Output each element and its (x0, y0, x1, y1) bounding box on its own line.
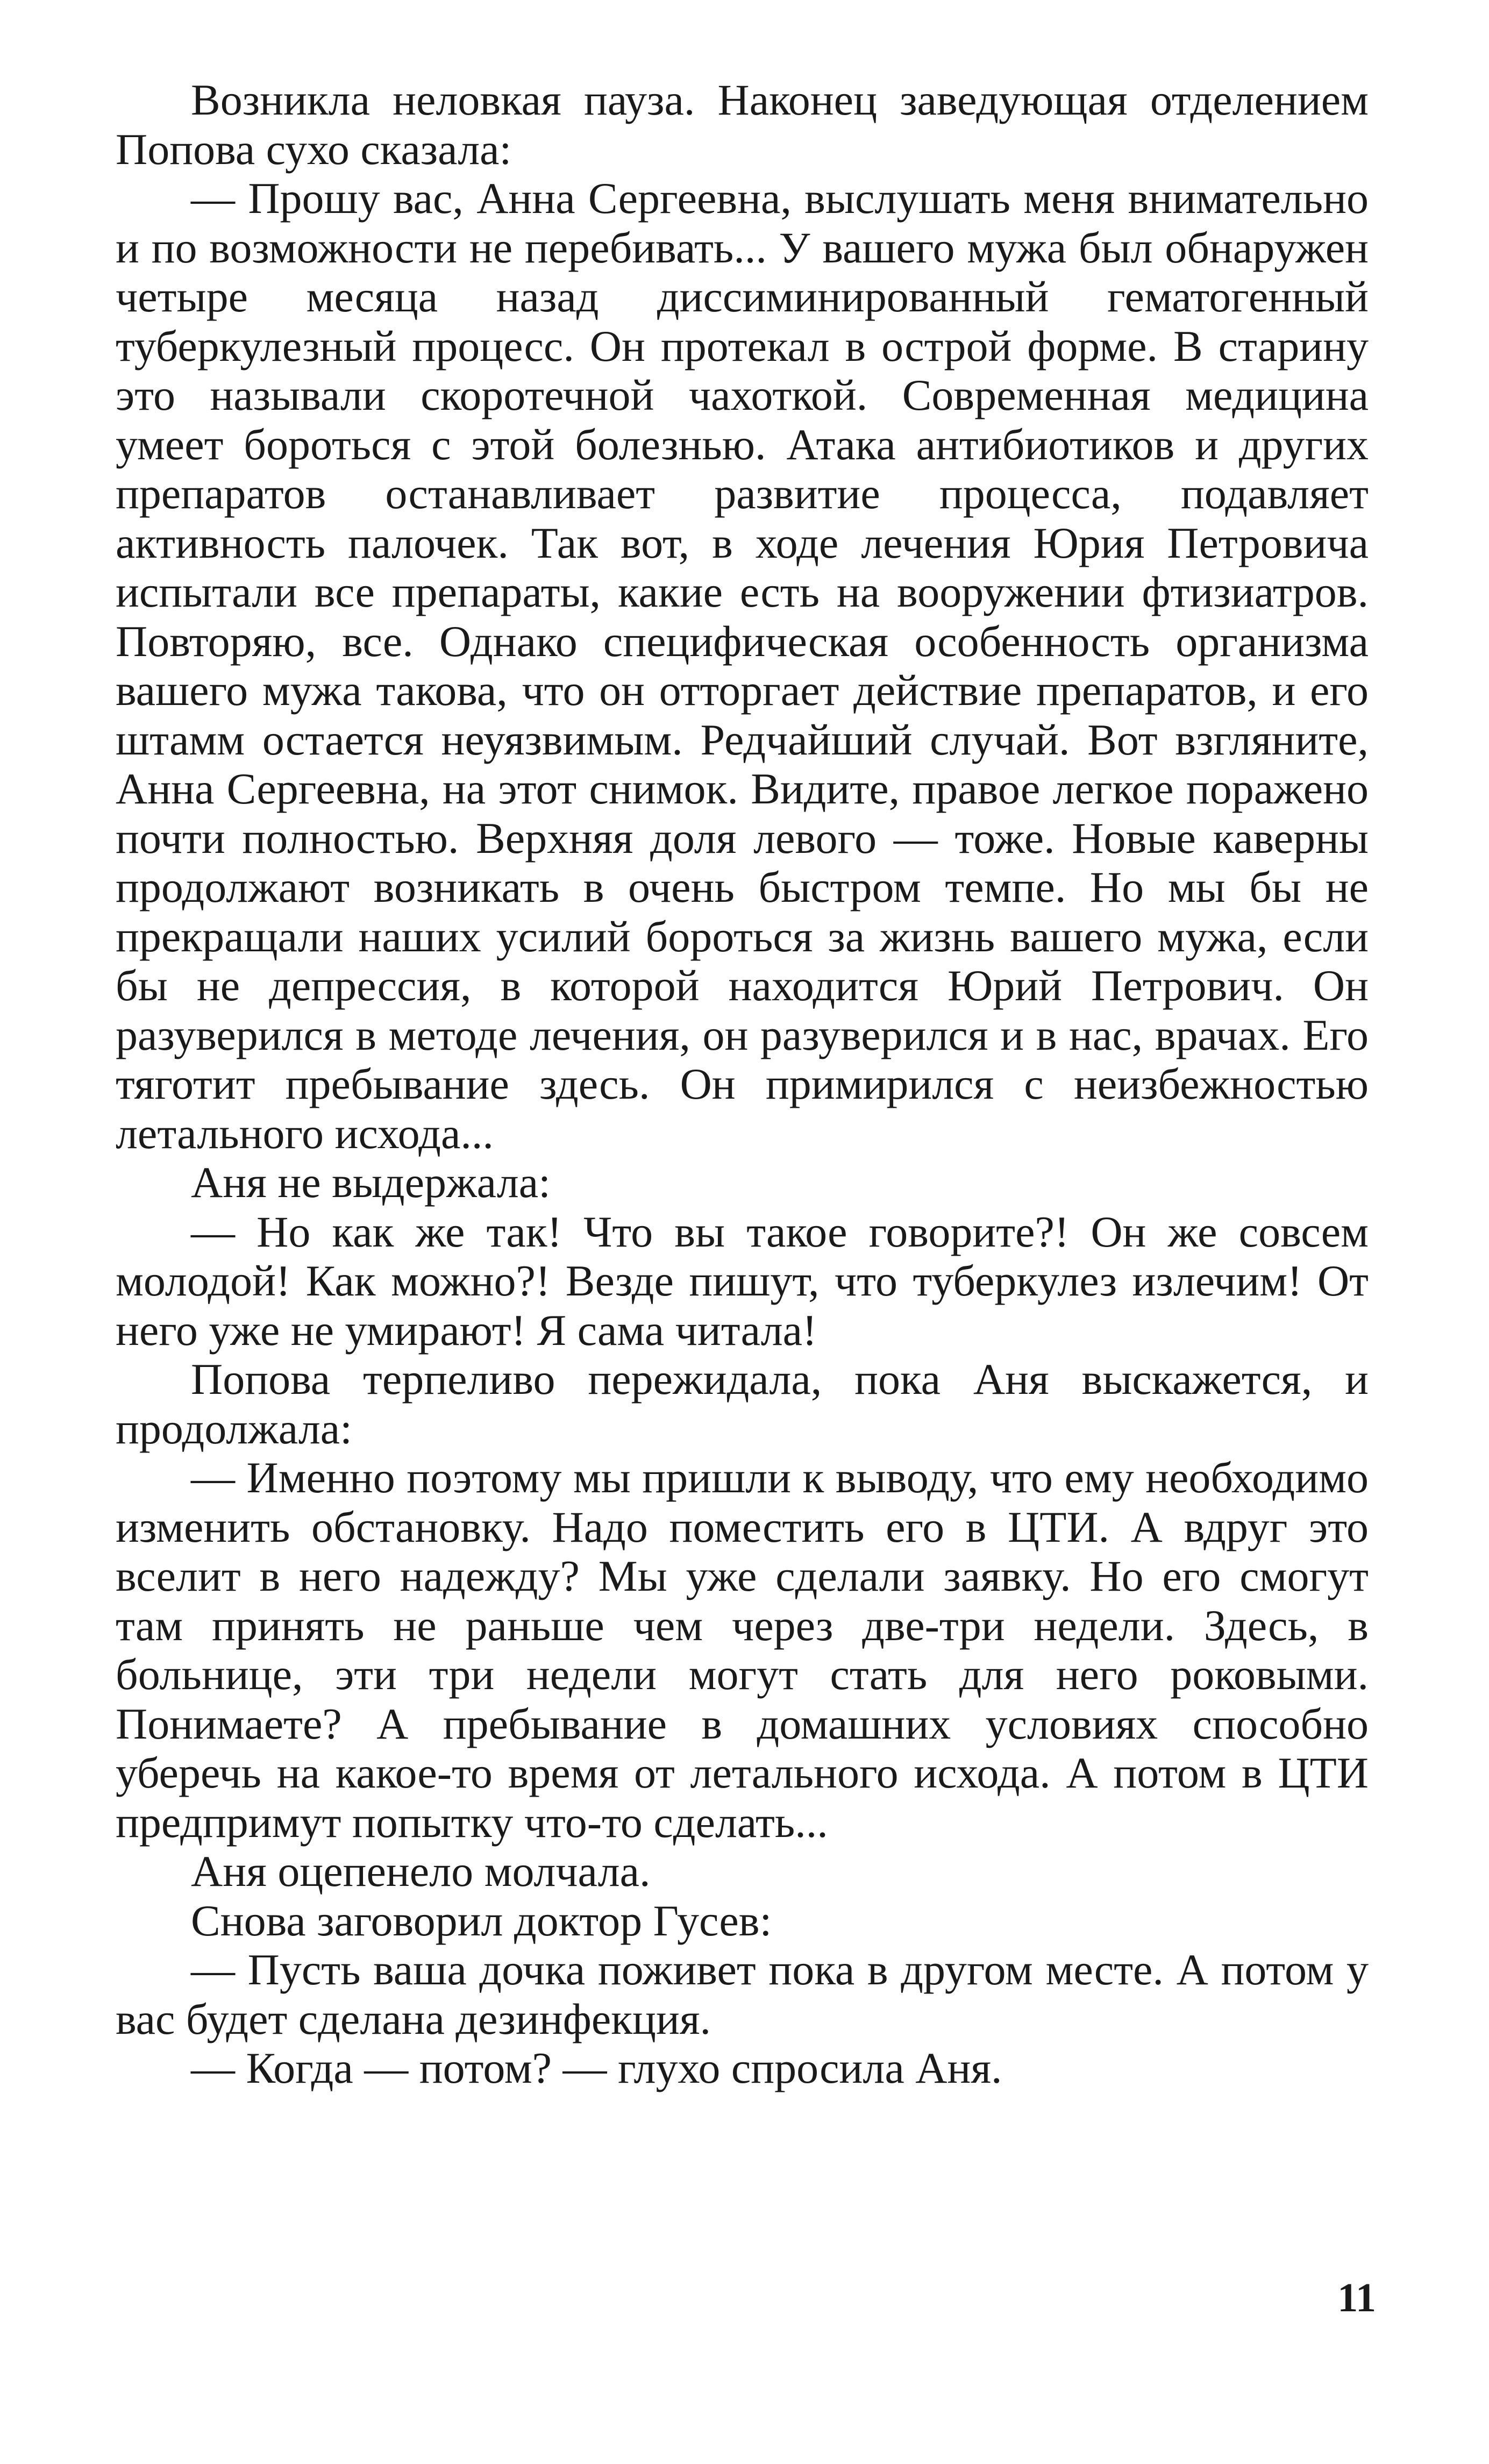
paragraph-1: Возникла неловкая пауза. Наконец заведующая отделением Попова сухо сказала: (116, 75, 1369, 174)
paragraph-3: Аня не выдержала: (191, 1158, 551, 1207)
paragraph-5: Попова терпеливо пережидала, пока Аня выскажется, и продолжала: (116, 1355, 1369, 1453)
paragraph-2: — Прошу вас, Анна Сергеевна, выслушать меня внимательно и по возможности не перебивать... У вашего мужа был обнаружен четыре месяца назад диссиминированный гематогенный туберкулезный процесс. Он протекал в острой форме. В старину это называли скоротечной чахоткой. Современная медицина умеет бороться с этой болезнью. Атака антибиотиков и других препаратов останавливает развитие процесса, подавляет активность палочек. Так вот, в ходе лечения Юрия Петровича испытали все препараты, какие есть на вооружении фтизиатров. Повторяю, все. Однако специфическая особенность организма вашего мужа такова, что он отторгает действие препаратов, и его штамм остается неуязвимым. Редчайший случай. Вот взгляните, Анна Сергеевна, на этот снимок. Видите, правое легкое поражено почти полностью. Верхняя доля левого — тоже. Новые каверны продолжают возникать в очень быстром темпе. Но мы бы не прекращали наших усилий бороться за жизнь вашего мужа, если бы не депрессия, в которой находится Юрий Петрович. Он разуверился в методе лечения, он разуверился и в нас, врачах. Его тяготит пребывание здесь. Он примирился с неизбежностью летального исхода... (116, 174, 1369, 1158)
paragraph-7: Аня оцепенело молчала. (191, 1847, 651, 1896)
page-number: 11 (1337, 2275, 1376, 2320)
paragraph-6: — Именно поэтому мы пришли к выводу, что ему необходимо изменить обстановку. Надо поместить его в ЦТИ. А вдруг это вселит в него надежду? Мы уже сделали заявку. Но его смогут там принять не раньше чем через две-три недели. Здесь, в больнице, эти три недели могут стать для него роковыми. Понимаете? А пребывание в домашних условиях способно уберечь на какое-то время от летального исхода. А потом в ЦТИ предпримут попытку что-то сделать... (116, 1453, 1369, 1847)
paragraph-8: Снова заговорил доктор Гусев: (191, 1896, 772, 1945)
paragraph-4: — Но как же так! Что вы такое говорите?! Он же совсем молодой! Как можно?! Везде пишут, что туберкулез излечим! От него уже не умирают! Я сама читала! (116, 1207, 1369, 1355)
page-body-text (116, 75, 1369, 2093)
paragraph-10: — Когда — потом? — глухо спросила Аня. (191, 2043, 1002, 2092)
paragraph-9: — Пусть ваша дочка поживет пока в другом месте. А потом у вас будет сделана дезинфекция. (116, 1945, 1369, 2043)
